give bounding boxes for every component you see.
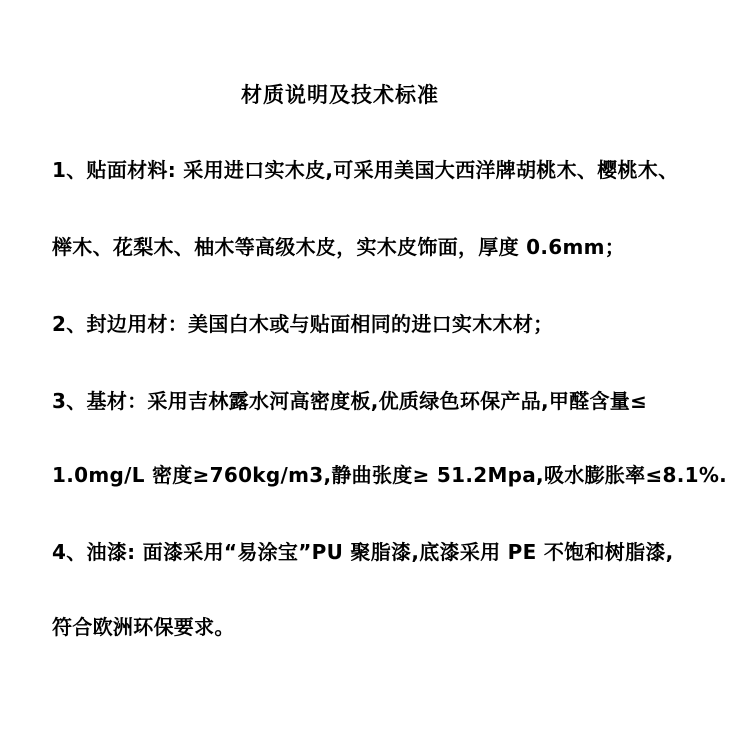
- spec-line-substrate-cont: 1.0mg/L 密度≥760kg/m3,静曲张度≥ 51.2Mpa,吸水膨胀率≤8.1%.: [52, 463, 728, 487]
- spec-line-paint-cont: 符合欧洲环保要求。: [52, 615, 235, 639]
- document-title: 材质说明及技术标准: [241, 83, 439, 107]
- spec-line-veneer: 1、贴面材料: 采用进口实木皮,可采用美国大西洋牌胡桃木、樱桃木、: [52, 158, 679, 182]
- spec-line-substrate: 3、基材：采用吉林露水河高密度板,优质绿色环保产品,甲醛含量≤: [52, 389, 648, 413]
- spec-line-veneer-cont: 榉木、花梨木、柚木等高级木皮，实木皮饰面，厚度 0.6mm；: [52, 235, 626, 259]
- spec-line-paint: 4、油漆: 面漆采用“易涂宝”PU 聚脂漆,底漆采用 PE 不饱和树脂漆,: [52, 540, 674, 564]
- spec-line-edge-banding: 2、封边用材：美国白木或与贴面相同的进口实木木材；: [52, 312, 554, 336]
